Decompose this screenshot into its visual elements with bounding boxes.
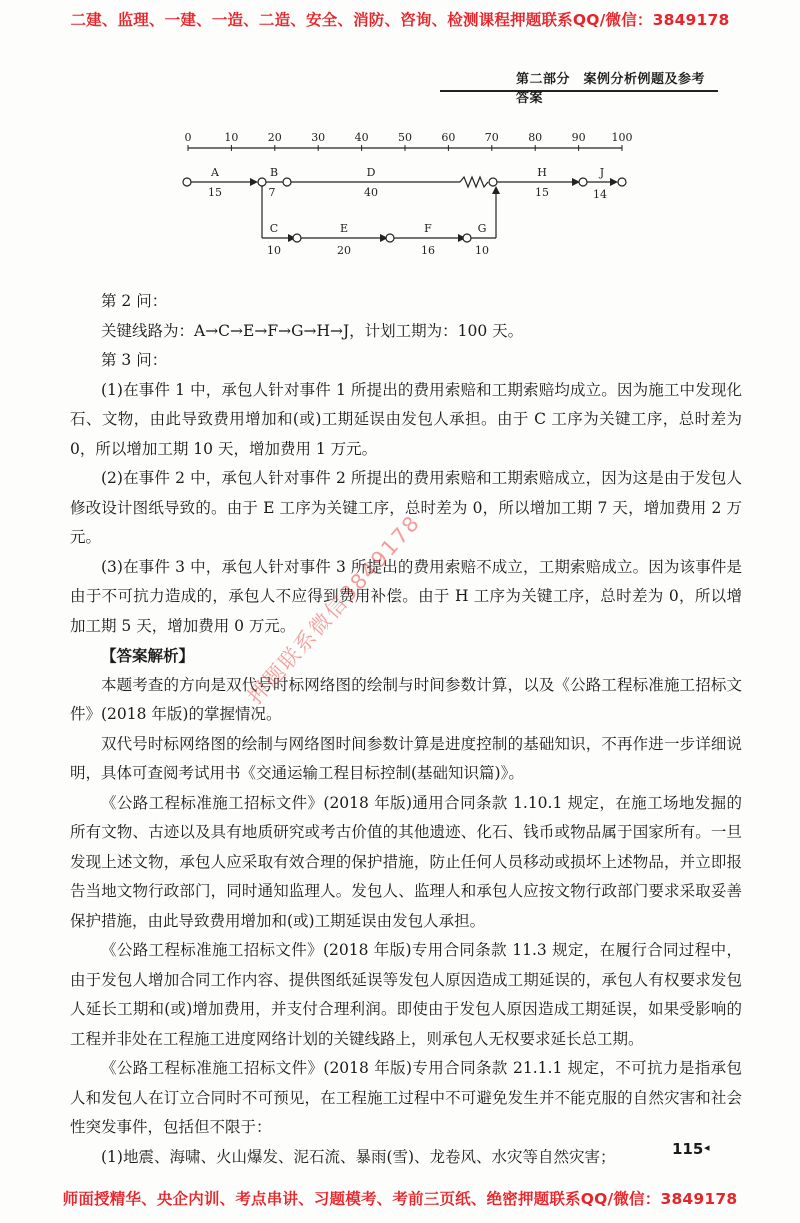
activity-A-duration: 15 — [208, 186, 222, 199]
axis-tick-label: 30 — [311, 131, 326, 144]
activity-H-name: H — [537, 166, 547, 179]
activity-B-name: B — [269, 166, 279, 179]
axis-tick-label: 40 — [354, 131, 369, 144]
activity-C-duration: 10 — [267, 244, 281, 257]
activity-A-name: A — [211, 166, 219, 179]
bottom-promo-banner: 师面授精华、央企内训、考点串讲、习题模考、考前三页纸、绝密押题联系QQ/微信：3849178 — [62, 1190, 738, 1208]
axis-tick-label: 10 — [224, 131, 239, 144]
running-header — [440, 66, 718, 106]
node-4 — [293, 234, 301, 242]
analysis-paragraph-2: 双代号时标网络图的绘制与网络图时间参数计算是进度控制的基础知识，不再作进一步详细说明，具体可查阅考试用书《交通运输工程目标控制(基础知识篇)》。 — [70, 734, 742, 782]
activity-E-name: E — [339, 222, 349, 235]
arrowhead-G — [492, 186, 500, 194]
q3-item-1: (1)在事件 1 中，承包人针对事件 1 所提出的费用索赔和工期索赔均成立。因为施工中发现化石、文物，由此导致费用增加和(或)工期延误由发包人承担。由于 C 工序为关键工序，总时差为 0，所以增加工期 10 天，增加费用 1 万元。 — [70, 380, 742, 458]
node-1 — [183, 178, 191, 186]
page-arrow-icon: ◂ — [704, 1141, 710, 1154]
activity-F-duration: 16 — [421, 244, 435, 257]
time-axis-labels — [185, 131, 633, 144]
activity-H-duration: 15 — [535, 186, 549, 199]
axis-tick-label: 0 — [184, 131, 192, 144]
answer-body — [70, 287, 742, 1172]
axis-tick-label: 80 — [528, 131, 543, 144]
axis-tick-label: 50 — [398, 131, 412, 144]
axis-tick-label: 90 — [571, 131, 586, 144]
analysis-paragraph-6: (1)地震、海啸、火山爆发、泥石流、暴雨(雪)、龙卷风、水灾等自然灾害； — [101, 1147, 616, 1166]
activity-B-duration: 7 — [268, 186, 276, 199]
activity-F-name: F — [424, 222, 432, 235]
corner-decoration — [716, 54, 732, 94]
analysis-title: 【答案解析】 — [101, 646, 195, 665]
activity-G-duration: 10 — [475, 244, 489, 257]
page-number: 115 — [672, 1140, 704, 1158]
top-promo-banner: 二建、监理、一建、一造、二造、安全、消防、咨询、检测课程押题联系QQ/微信：3849178 — [70, 11, 730, 29]
node-3 — [283, 178, 291, 186]
analysis-paragraph-1: 本题考查的方向是双代号时标网络图的绘制与时间参数计算，以及《公路工程标准施工招标文件》(2018 年版)的掌握情况。 — [70, 675, 742, 723]
node-2 — [258, 178, 266, 186]
axis-tick-label: 60 — [441, 131, 456, 144]
arrowhead-J — [610, 178, 618, 186]
q2-title: 第 2 问： — [101, 292, 168, 310]
q3-title: 第 3 问： — [101, 351, 168, 369]
wavy-line-D — [460, 177, 488, 187]
arrowhead-A — [250, 178, 258, 186]
q3-item-2: (2)在事件 2 中，承包人针对事件 2 所提出的费用索赔和工期索赔成立，因为这是由于发包人修改设计图纸导致的。由于 E 工序为关键工序，总时差为 0，所以增加工期 7 天，增加费用 2 万元。 — [70, 469, 742, 546]
activity-D-name: D — [366, 166, 376, 179]
q2-answer: 关键线路为：A→C→E→F→G→H→J，计划工期为：100 天。 — [101, 321, 524, 340]
analysis-paragraph-5: 《公路工程标准施工招标文件》(2018 年版)专用合同条款 21.1.1 规定，不可抗力是指承包人和发包人在订立合同时不可预见，在工程施工过程中不可避免发生并不能克服的自然灾害和社会性突发事件，包括但不限于： — [70, 1059, 742, 1136]
activity-G-name: G — [477, 222, 487, 235]
node-6 — [463, 234, 471, 242]
activity-E-duration: 20 — [337, 244, 351, 257]
analysis-paragraph-3: 《公路工程标准施工招标文件》(2018 年版)通用合同条款 1.10.1 规定，在施工场地发掘的所有文物、古迹以及具有地质研究或考古价值的其他遗迹、化石、钱币或物品属于国家所有。一旦发现上述文物，承包人应采取有效合理的保护措施，防止任何人员移动或损坏上述物品，并立即报告当地文物行政部门，同时通知监理人。发包人、监理人和承包人应按文物行政部门要求采取妥善保护措施，由此导致费用增加和(或)工期延误由发包人承担。 — [70, 793, 742, 930]
node-7 — [489, 178, 497, 186]
activity-C-name: C — [269, 222, 279, 235]
activity-J-name: J — [599, 166, 605, 179]
time-scaled-network-diagram — [160, 128, 640, 268]
axis-tick-label: 20 — [267, 131, 282, 144]
activity-D-duration: 40 — [364, 186, 378, 199]
node-8 — [579, 178, 587, 186]
analysis-paragraph-4: 《公路工程标准施工招标文件》(2018 年版)专用合同条款 11.3 规定，在履行合同过程中，由于发包人增加合同工作内容、提供图纸延误等发包人原因造成工期延误的，承包人有权要求发包人延长工期和(或)增加费用，并支付合理利润。即使由于发包人原因造成工期延误，如果受影响的工程并非处在工程施工进度网络计划的关键线路上，则承包人无权要求延长总工期。 — [70, 941, 742, 1048]
q3-item-3: (3)在事件 3 中，承包人针对事件 3 所提出的费用索赔不成立，工期索赔成立。因为该事件是由于不可抗力造成的，承包人不应得到费用补偿。由于 H 工序为关键工序，总时差为 0，所以增加工期 5 天，增加费用 0 万元。 — [70, 557, 742, 635]
header-title: 第二部分 案例分析例题及参考答案 — [516, 72, 706, 106]
diagonal-watermark: 押题联系微信3849178 — [242, 510, 426, 709]
axis-tick-label: 100 — [611, 131, 633, 144]
node-9 — [618, 178, 626, 186]
node-5 — [386, 234, 394, 242]
axis-tick-label: 70 — [484, 131, 499, 144]
activity-J-duration: 14 — [593, 188, 607, 201]
